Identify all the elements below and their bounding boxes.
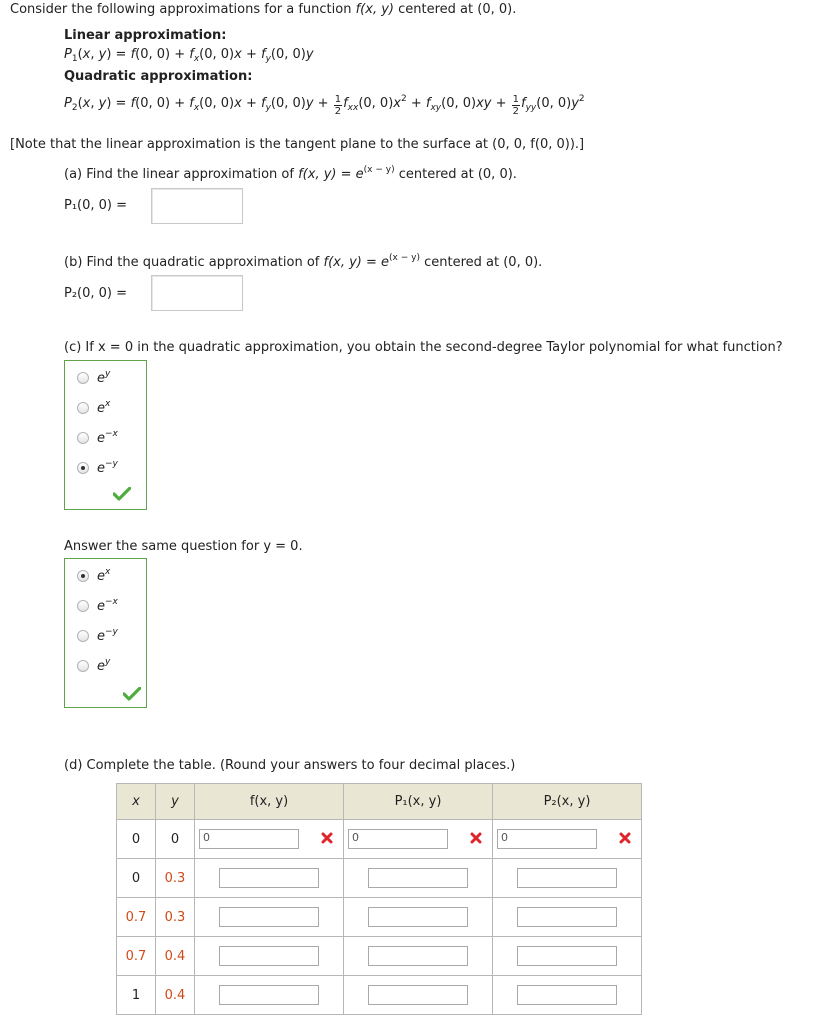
- option-label: $e^x$: [97, 399, 111, 416]
- part-c2-prompt: Answer the same question for y = 0.: [64, 539, 303, 554]
- cell-f: [195, 820, 344, 859]
- incorrect-x-icon: [470, 832, 482, 844]
- p1-input[interactable]: 0: [348, 829, 448, 849]
- correct-check-icon: [123, 687, 141, 701]
- option-label: $e^y$: [97, 369, 111, 386]
- cell-p2: [493, 898, 642, 937]
- cell-y: 0: [156, 820, 195, 859]
- table-row: [117, 859, 642, 898]
- part-b-prompt: (b) Find the quadratic approximation of f(x, $y) = e^{(x - y)}$ centered at (0, 0).: [64, 253, 543, 270]
- table-row: [117, 976, 642, 1015]
- cell-y: 0.4: [156, 937, 195, 976]
- cell-y: 0.4: [156, 976, 195, 1015]
- part-a-label: P₁(0, 0) =: [64, 198, 128, 213]
- cell-x: 0: [117, 859, 156, 898]
- radio-button[interactable]: [77, 432, 89, 444]
- part-c-choices: [64, 360, 147, 510]
- cell-p2: [493, 976, 642, 1015]
- p2-input[interactable]: 0: [497, 829, 597, 849]
- header-p2: P₂(x, y): [493, 784, 642, 820]
- p2-input[interactable]: [517, 985, 617, 1005]
- f-input[interactable]: [219, 985, 319, 1005]
- header-p1: P₁(x, y): [344, 784, 493, 820]
- table-header-row: [117, 784, 642, 820]
- table-row: [117, 937, 642, 976]
- cell-f: [195, 976, 344, 1015]
- incorrect-x-icon: [321, 832, 333, 844]
- linear-heading: Linear approximation:: [64, 28, 227, 43]
- cell-y: 0.3: [156, 859, 195, 898]
- header-x: x: [117, 784, 156, 820]
- values-table: [116, 783, 642, 1015]
- radio-button[interactable]: [77, 600, 89, 612]
- cell-p1: [344, 820, 493, 859]
- table-row: [117, 898, 642, 937]
- quadratic-heading: Quadratic approximation:: [64, 69, 253, 84]
- p2-input[interactable]: [517, 946, 617, 966]
- cell-f: [195, 859, 344, 898]
- radio-button[interactable]: [77, 402, 89, 414]
- cell-p1: [344, 859, 493, 898]
- part-b-label: P₂(0, 0) =: [64, 286, 128, 301]
- cell-f: [195, 937, 344, 976]
- cell-p1: [344, 898, 493, 937]
- part-c2-choices: [64, 558, 147, 708]
- radio-button[interactable]: [77, 660, 89, 672]
- option-label: $e^{-x}$: [97, 597, 118, 614]
- incorrect-x-icon: [619, 832, 631, 844]
- header-y: y: [156, 784, 195, 820]
- option-label: $e^y$: [97, 657, 111, 674]
- part-b-answer-input[interactable]: [151, 275, 243, 311]
- quadratic-formula: $P_2(x$, y) = f(0, $0) + f_x(0$, $0)x + f_y(0$, 0)y + $\frac{1}{2}$ $f_{xx}(0$, $0)x^2 + f_{xy}(0$, 0)xy + $\frac{1}{2}$ $f_{yy}(0$, $0)y^2$: [64, 94, 585, 117]
- p1-input[interactable]: [368, 868, 468, 888]
- header-f: f(x, y): [195, 784, 344, 820]
- p2-input[interactable]: [517, 907, 617, 927]
- f-input[interactable]: [219, 868, 319, 888]
- intro-text: Consider the following approximations for a function f(x, y) centered at (0, 0).: [10, 2, 517, 17]
- cell-x: 1: [117, 976, 156, 1015]
- correct-check-icon: [113, 487, 131, 501]
- option-label: $e^{-x}$: [97, 429, 118, 446]
- p1-input[interactable]: [368, 907, 468, 927]
- cell-p2: [493, 859, 642, 898]
- note-text: [Note that the linear approximation is the tangent plane to the surface at (0, 0, f(0, 0)).]: [10, 137, 585, 152]
- cell-p1: [344, 976, 493, 1015]
- part-d-prompt: (d) Complete the table. (Round your answers to four decimal places.): [64, 758, 516, 773]
- cell-x: 0.7: [117, 898, 156, 937]
- f-input[interactable]: [219, 907, 319, 927]
- part-a-prompt: (a) Find the linear approximation of f(x, $y) = e^{(x - y)}$ centered at (0, 0).: [64, 165, 517, 182]
- p1-input[interactable]: [368, 985, 468, 1005]
- f-input[interactable]: 0: [199, 829, 299, 849]
- f-input[interactable]: [219, 946, 319, 966]
- part-c-prompt: (c) If x = 0 in the quadratic approximation, you obtain the second-degree Taylor polynomial for what function?: [64, 340, 783, 355]
- cell-p2: [493, 820, 642, 859]
- option-label: $e^{-y}$: [97, 459, 118, 476]
- cell-x: 0.7: [117, 937, 156, 976]
- p1-input[interactable]: [368, 946, 468, 966]
- linear-formula: $P_1(x$, y) = f(0, $0) + f_x(0$, $0)x + f_y(0$, 0)y: [64, 47, 314, 64]
- option-label: $e^{-y}$: [97, 627, 118, 644]
- option-label: $e^x$: [97, 567, 111, 584]
- part-a-answer-input[interactable]: [151, 188, 243, 224]
- p2-input[interactable]: [517, 868, 617, 888]
- radio-button-selected[interactable]: [77, 462, 89, 474]
- table-row: [117, 820, 642, 859]
- cell-f: [195, 898, 344, 937]
- radio-button-selected[interactable]: [77, 570, 89, 582]
- cell-p1: [344, 937, 493, 976]
- cell-p2: [493, 937, 642, 976]
- radio-button[interactable]: [77, 630, 89, 642]
- cell-x: 0: [117, 820, 156, 859]
- radio-button[interactable]: [77, 372, 89, 384]
- cell-y: 0.3: [156, 898, 195, 937]
